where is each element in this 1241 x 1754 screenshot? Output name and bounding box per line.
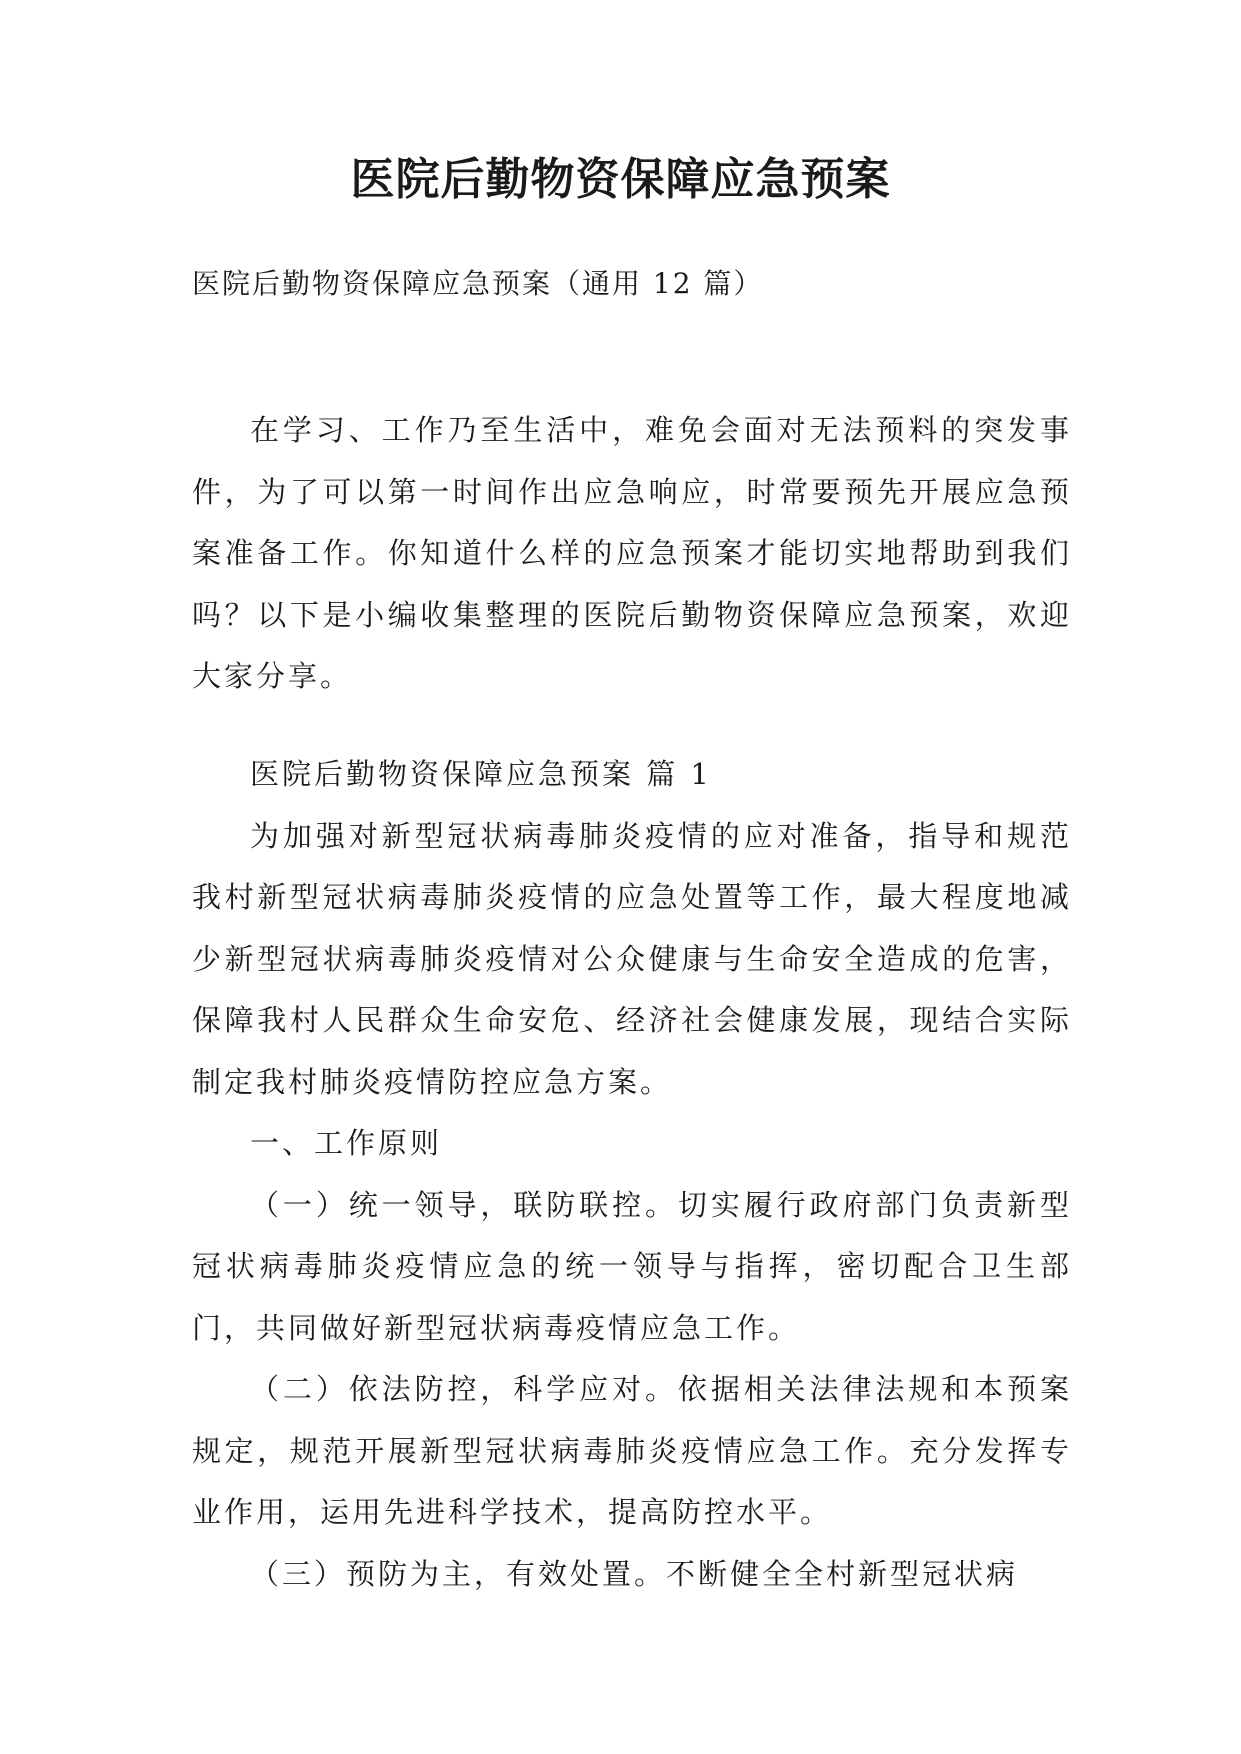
- document-title: 医院后勤物资保障应急预案: [350, 154, 891, 205]
- body-paragraph-1: 为加强对新型冠状病毒肺炎疫情的应对准备，指导和规范我村新型冠状病毒肺炎疫情的应急处置等工作，最大程度地减少新型冠状病毒肺炎疫情对公众健康与生命安全造成的危害，保障我村人民群众生命安危、经济社会健康发展，现结合实际制定我村肺炎疫情防控应急方案。: [192, 818, 1072, 1099]
- document-subtitle: 医院后勤物资保障应急预案（通用 12 篇）: [192, 267, 764, 300]
- body-paragraph-principle-1: （一）统一领导，联防联控。切实履行政府部门负责新型冠状病毒肺炎疫情应急的统一领导与指挥，密切配合卫生部门，共同做好新型冠状病毒疫情应急工作。: [192, 1187, 1072, 1345]
- body-paragraph-principle-3: （三）预防为主，有效处置。不断健全全村新型冠状病: [250, 1556, 1019, 1591]
- principles-heading: 一、工作原则: [250, 1126, 443, 1160]
- section-heading: 医院后勤物资保障应急预案 篇 1: [250, 757, 712, 791]
- main-section: [192, 744, 1072, 1605]
- intro-paragraph: 在学习、工作乃至生活中，难免会面对无法预料的突发事件，为了可以第一时间作出应急响应，时常要预先开展应急预案准备工作。你知道什么样的应急预案才能切实地帮助到我们吗？以下是小编收集整理的医院后勤物资保障应急预案，欢迎大家分享。: [192, 413, 1072, 693]
- body-paragraph-principle-2: （二）依法防控，科学应对。依据相关法律法规和本预案规定，规范开展新型冠状病毒肺炎疫情应急工作。充分发挥专业作用，运用先进科学技术，提高防控水平。: [192, 1372, 1072, 1529]
- intro-section: [192, 400, 1072, 708]
